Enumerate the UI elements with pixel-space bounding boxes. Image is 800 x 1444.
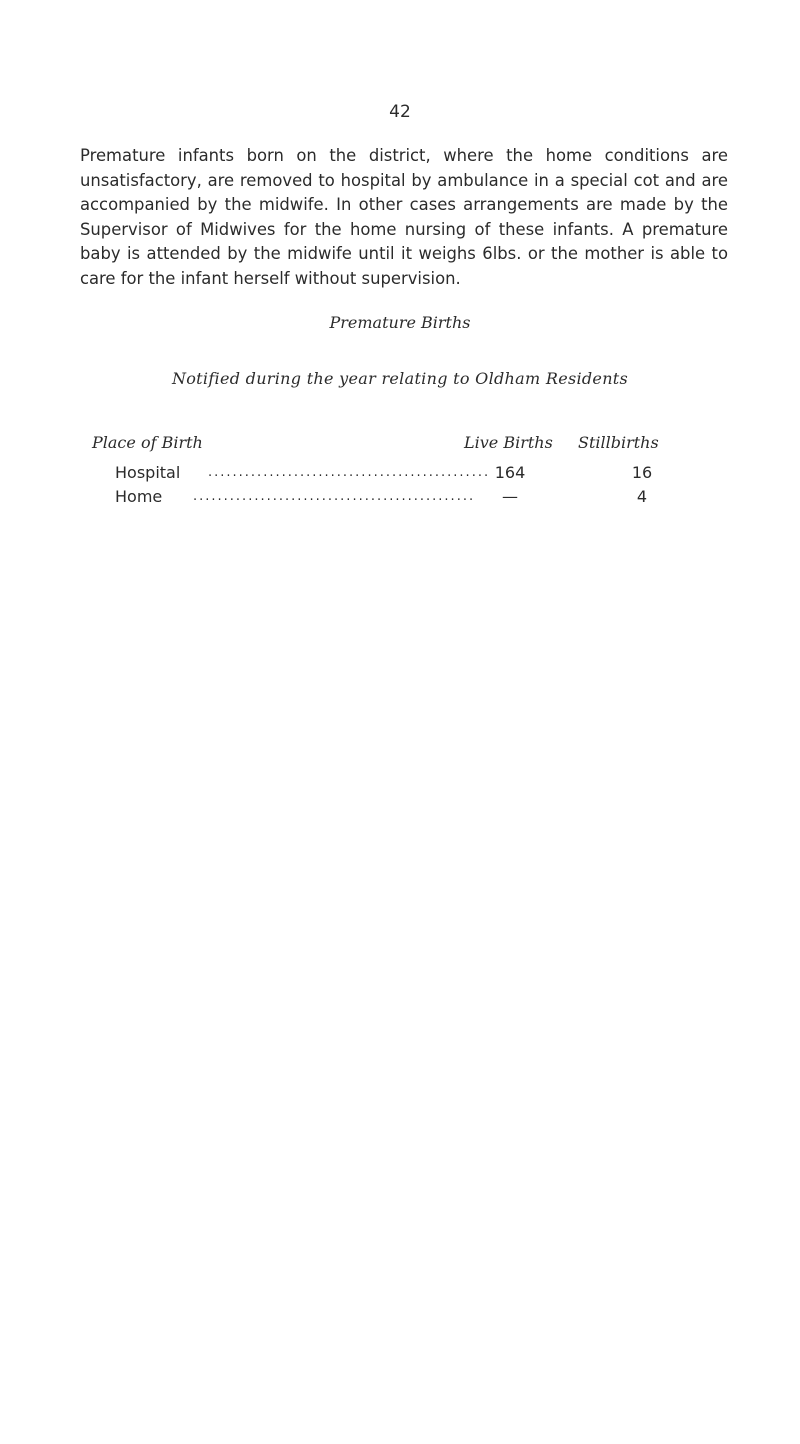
live-births-cell: — — [502, 487, 518, 506]
header-stillbirths: Stillbirths — [578, 433, 659, 452]
header-place-of-birth: Place of Birth — [92, 433, 203, 452]
table-subtitle: Notified during the year relating to Oldham Residents — [171, 369, 629, 388]
dot-leader: .............................................. — [193, 489, 476, 504]
place-cell: Home — [115, 487, 163, 506]
header-live-births: Live Births — [464, 433, 553, 452]
page-number: 42 — [389, 102, 411, 122]
stillbirths-cell: 4 — [636, 487, 648, 506]
dot-leader: .............................................. — [208, 465, 491, 480]
place-cell: Hospital — [115, 463, 181, 482]
live-births-cell: 164 — [494, 463, 526, 482]
table-row — [0, 463, 800, 485]
table-title: Premature Births — [329, 313, 471, 332]
table-row — [0, 487, 800, 509]
body-paragraph: Premature infants born on the district, where the home conditions are unsatisfactory, are removed to hospital by ambulance in a special cot and are accompanied by the midwife. In other cases arrangements are made by the Supervisor of Midwives for the home nursing of these infants. A premature baby is attended by the midwife until it weighs 6lbs. or the mother is able to care for the infant herself without supervision. — [80, 146, 728, 288]
stillbirths-cell: 16 — [631, 463, 653, 482]
